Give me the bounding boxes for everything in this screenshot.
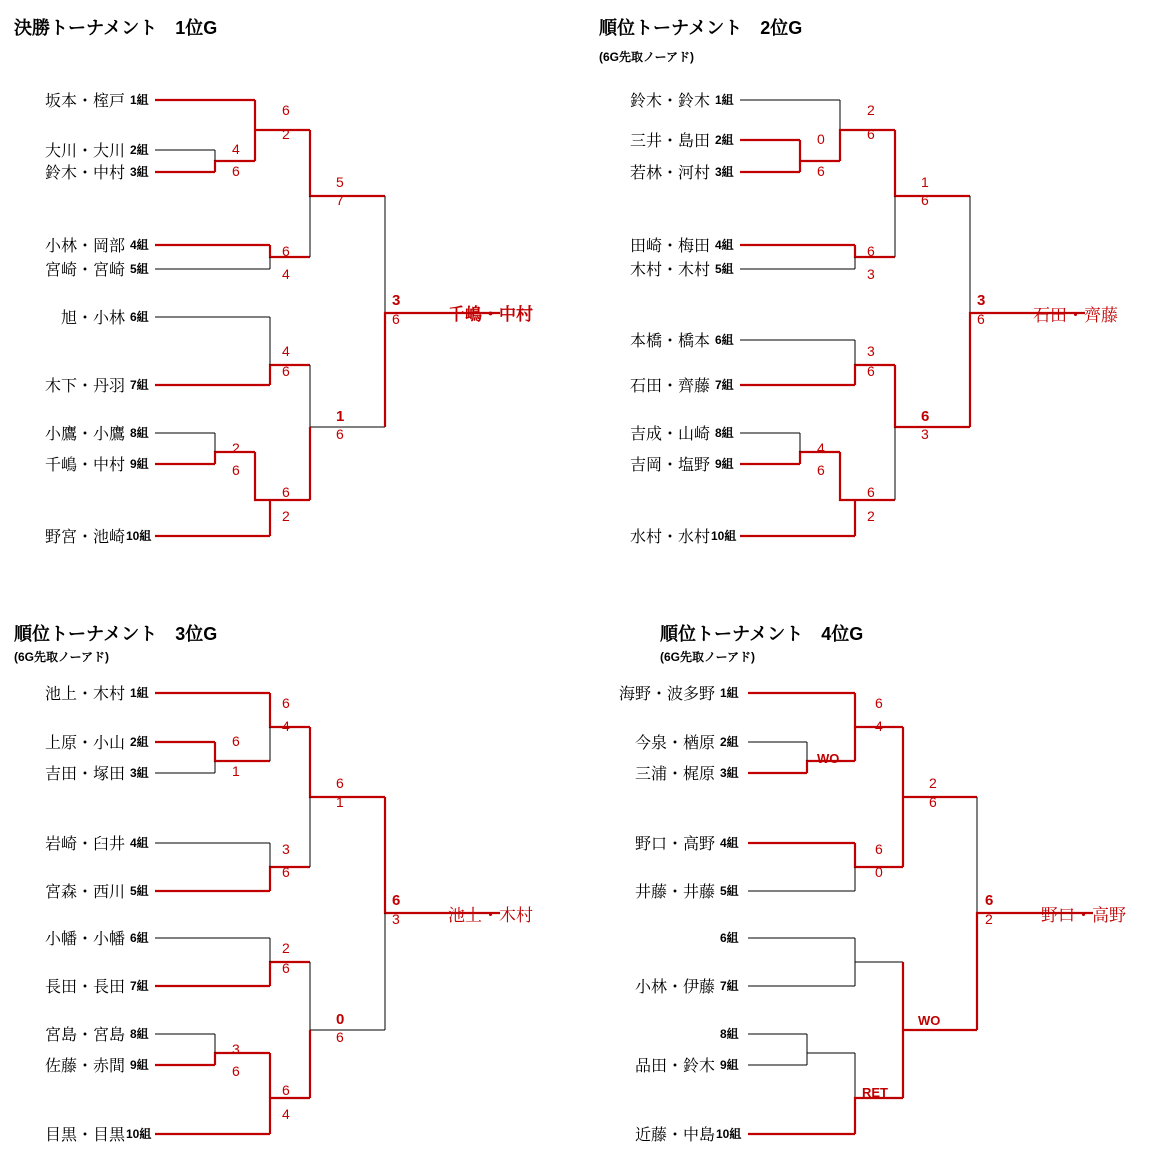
player-group: 3組 [715, 165, 734, 179]
score: 3 [282, 841, 290, 857]
player-name: 木村・木村 [629, 262, 710, 279]
player-group: 3組 [130, 165, 149, 179]
player-name: 野口・高野 [634, 836, 715, 853]
score: 6 [336, 1029, 344, 1045]
score: 3 [232, 1041, 240, 1057]
player-group: 1組 [715, 93, 734, 107]
bracket-1st-group [0, 0, 560, 570]
player-name: 三浦・梶原 [634, 766, 715, 783]
player-group: 1組 [130, 93, 149, 107]
player-group: 9組 [130, 1058, 149, 1072]
player-name: 鈴木・中村 [44, 165, 125, 182]
player-group: 10組 [126, 1127, 152, 1141]
player-group: 4組 [130, 238, 149, 252]
player-name: 水村・水村 [629, 529, 710, 546]
score: 5 [336, 174, 344, 190]
score: 2 [282, 126, 290, 142]
score: 4 [875, 718, 883, 734]
score: 4 [282, 1106, 290, 1122]
player-name: 小幡・小幡 [44, 931, 125, 948]
score: 4 [282, 266, 290, 282]
player-name: 今泉・楢原 [634, 735, 715, 752]
bracket-title: 順位トーナメント 3位G [14, 624, 218, 644]
player-group: 3組 [130, 766, 149, 780]
player-group: 6組 [720, 931, 739, 945]
player-name: 石田・齊藤 [629, 378, 710, 395]
score: 6 [232, 1063, 240, 1079]
player-group: 8組 [720, 1027, 739, 1041]
player-name: 旭・小林 [60, 310, 125, 327]
score-tag-wo-semifinal: WO [918, 1013, 941, 1028]
player-name: 小鷹・小鷹 [44, 426, 125, 443]
score: 6 [282, 363, 290, 379]
player-group: 7組 [130, 378, 149, 392]
score: 0 [817, 131, 825, 147]
bracket-subtitle: (6G先取ノーアド) [660, 650, 756, 664]
bracket-winner: 石田・齊藤 [1033, 306, 1118, 325]
player-name: 池上・木村 [44, 686, 125, 703]
score: 6 [867, 126, 875, 142]
player-name: 宮崎・宮崎 [44, 262, 125, 279]
player-name: 上原・小山 [44, 735, 125, 752]
score: 3 [392, 911, 400, 927]
score-tag-ret: RET [862, 1085, 888, 1100]
player-group: 1組 [130, 686, 149, 700]
score: 1 [921, 174, 929, 190]
bracket-title: 順位トーナメント 4位G [660, 624, 864, 644]
score: 2 [282, 940, 290, 956]
score: 6 [336, 426, 344, 442]
player-name: 鈴木・鈴木 [629, 93, 710, 110]
bracket-winner: 千嶋・中村 [448, 305, 533, 324]
score: 6 [392, 311, 400, 327]
score: 6 [985, 892, 994, 909]
score: 6 [282, 1082, 290, 1098]
bracket-3rd-group [0, 598, 560, 1164]
player-name: 目黒・目黒 [44, 1127, 125, 1144]
player-name: 坂本・榁戸 [44, 93, 125, 110]
score: 3 [977, 292, 986, 309]
score: 2 [929, 775, 937, 791]
bracket-subtitle: (6G先取ノーアド) [14, 650, 110, 664]
score: 6 [282, 243, 290, 259]
player-group: 6組 [130, 931, 149, 945]
score: 6 [867, 243, 875, 259]
score-tag-wo: WO [817, 751, 840, 766]
score: 3 [867, 343, 875, 359]
score: 3 [867, 266, 875, 282]
player-name: 井藤・井藤 [634, 884, 715, 901]
score: 1 [232, 763, 240, 779]
player-group: 5組 [130, 884, 149, 898]
score: 2 [232, 440, 240, 456]
player-name: 吉田・塚田 [44, 766, 125, 783]
player-group: 5組 [715, 262, 734, 276]
bracket-lines [585, 598, 1158, 1164]
player-group: 9組 [720, 1058, 739, 1072]
score: 6 [875, 695, 883, 711]
score: 2 [867, 102, 875, 118]
score: 6 [875, 841, 883, 857]
score: 7 [336, 192, 344, 208]
player-group: 6組 [130, 310, 149, 324]
player-group: 8組 [715, 426, 734, 440]
player-name: 若林・河村 [629, 165, 710, 182]
score: 2 [867, 508, 875, 524]
score: 6 [867, 484, 875, 500]
score: 6 [232, 733, 240, 749]
score: 6 [282, 102, 290, 118]
player-group: 2組 [715, 133, 734, 147]
player-name: 吉岡・塩野 [629, 457, 710, 474]
bracket-title: 順位トーナメント 2位G [599, 18, 803, 38]
player-group: 4組 [720, 836, 739, 850]
player-name: 品田・鈴木 [634, 1058, 715, 1075]
score: 0 [336, 1011, 345, 1028]
player-group: 10組 [126, 529, 152, 543]
player-group: 3組 [720, 766, 739, 780]
score: 4 [232, 141, 240, 157]
score: 6 [921, 408, 930, 425]
score: 6 [929, 794, 937, 810]
bracket-2nd-group [585, 0, 1158, 570]
score: 4 [282, 343, 290, 359]
score: 6 [817, 163, 825, 179]
bracket-title: 決勝トーナメント 1位G [14, 18, 218, 38]
player-group: 7組 [720, 979, 739, 993]
player-group: 7組 [130, 979, 149, 993]
player-name: 三井・島田 [629, 133, 710, 150]
player-name: 田崎・梅田 [629, 238, 710, 255]
player-group: 4組 [715, 238, 734, 252]
score: 2 [282, 508, 290, 524]
player-name: 小林・岡部 [44, 238, 125, 255]
player-name: 大川・大川 [44, 143, 125, 160]
player-name: 木下・丹羽 [44, 378, 125, 395]
player-group: 2組 [720, 735, 739, 749]
player-group: 9組 [130, 457, 149, 471]
bracket-winner: 池上・木村 [448, 906, 533, 925]
score: 6 [232, 163, 240, 179]
player-name: 小林・伊藤 [634, 979, 715, 996]
score: 6 [282, 695, 290, 711]
player-name: 吉成・山崎 [629, 426, 710, 443]
player-group: 7組 [715, 378, 734, 392]
score: 3 [392, 292, 401, 309]
score: 6 [921, 192, 929, 208]
score: 6 [282, 864, 290, 880]
player-name: 宮島・宮島 [44, 1027, 125, 1044]
bracket-4th-group [585, 598, 1158, 1164]
player-name: 長田・長田 [44, 979, 125, 996]
player-group: 5組 [130, 262, 149, 276]
player-name: 宮森・西川 [44, 884, 125, 901]
player-group: 6組 [715, 333, 734, 347]
player-name: 岩崎・臼井 [44, 836, 125, 853]
score: 6 [867, 363, 875, 379]
score: 1 [336, 794, 344, 810]
bracket-winner: 野口・高野 [1041, 906, 1126, 925]
bracket-lines [0, 0, 560, 570]
player-name: 海野・波多野 [618, 686, 715, 703]
player-group: 8組 [130, 1027, 149, 1041]
player-name: 佐藤・赤間 [44, 1058, 125, 1075]
player-group: 9組 [715, 457, 734, 471]
player-name: 近藤・中島 [634, 1127, 715, 1144]
score: 4 [817, 440, 825, 456]
score: 6 [392, 892, 401, 909]
player-group: 4組 [130, 836, 149, 850]
player-group: 8組 [130, 426, 149, 440]
player-group: 10組 [716, 1127, 742, 1141]
score: 6 [282, 484, 290, 500]
player-group: 5組 [720, 884, 739, 898]
score: 0 [875, 864, 883, 880]
bracket-subtitle: (6G先取ノーアド) [599, 50, 695, 64]
score: 2 [985, 911, 993, 927]
player-name: 本橋・橋本 [629, 333, 710, 350]
player-group: 10組 [711, 529, 737, 543]
player-name: 千嶋・中村 [44, 457, 125, 474]
score: 6 [232, 462, 240, 478]
player-group: 2組 [130, 143, 149, 157]
player-group: 1組 [720, 686, 739, 700]
score: 6 [817, 462, 825, 478]
score: 6 [977, 311, 985, 327]
bracket-lines [0, 598, 560, 1164]
score: 4 [282, 718, 290, 734]
score: 6 [282, 960, 290, 976]
player-group: 2組 [130, 735, 149, 749]
score: 1 [336, 408, 345, 425]
player-name: 野宮・池崎 [44, 529, 125, 546]
score: 3 [921, 426, 929, 442]
score: 6 [336, 775, 344, 791]
